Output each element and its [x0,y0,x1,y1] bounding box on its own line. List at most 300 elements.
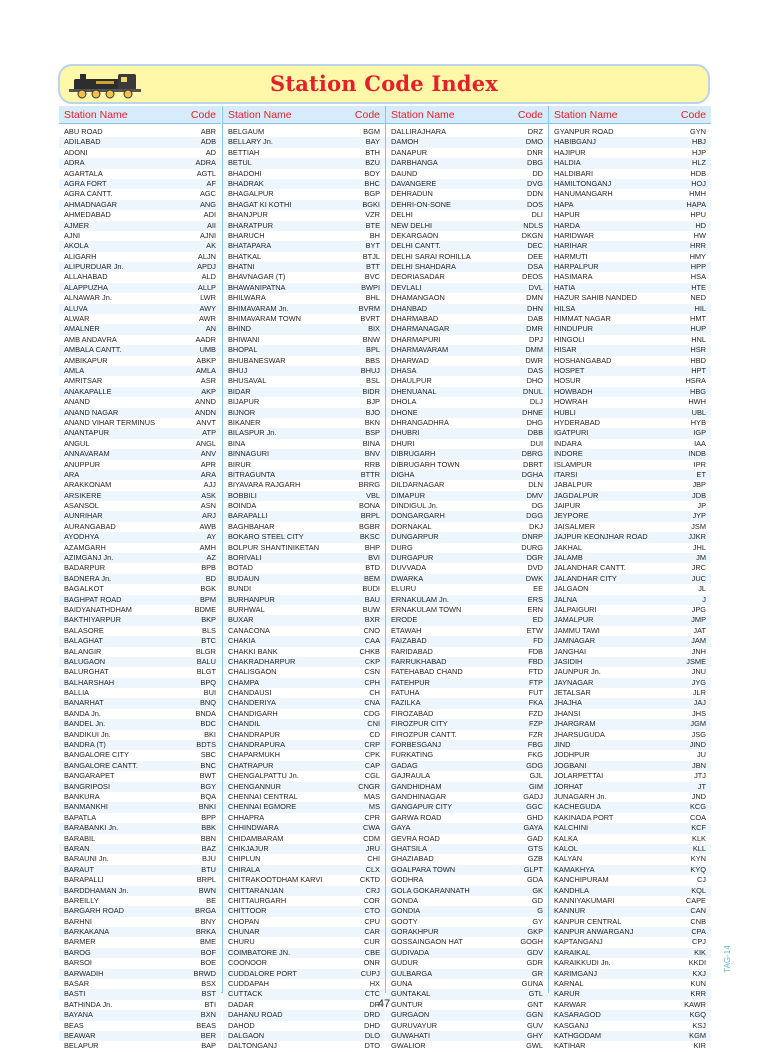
station-code: BYT [365,241,380,251]
station-name: BOKARO STEEL CITY [228,532,304,542]
table-row [386,272,548,282]
station-code: JBP [692,480,706,490]
table-row [223,543,385,553]
station-name: JAGDALPUR [554,490,599,500]
table-row [59,875,221,885]
station-name: FIROZPUR CANTT. [391,729,457,739]
station-name: KAKINADA PORT [554,812,614,822]
station-name: BANDIKUI Jn. [64,729,111,739]
station-code: DUI [530,438,543,448]
station-name: FATUHA [391,688,420,698]
table-row [549,854,711,864]
station-name: GUNA [391,979,413,989]
station-name: FARRUKHABAD [391,656,447,666]
table-row [59,813,221,823]
table-row [59,823,221,833]
station-code: DR [369,999,380,1009]
station-code: BJO [365,407,380,417]
station-code: GJL [529,771,543,781]
station-code: NED [690,293,706,303]
station-code: DGG [526,511,543,521]
station-name: DHASA [391,365,417,375]
station-name: BHUBANESWAR [228,355,286,365]
station-code: DMV [526,490,543,500]
station-name: BHADRAK [228,178,264,188]
station-code: HSA [690,272,706,282]
station-name: FATEHABAD CHAND [391,667,463,677]
station-code: BGBR [359,521,380,531]
station-name: BATHINDA Jn. [64,999,113,1009]
station-code: CWA [363,823,380,833]
table-row [549,293,711,303]
station-name: BHAVNAGAR (T) [228,272,286,282]
table-row [59,605,221,615]
table-row [223,595,385,605]
table-row [59,439,221,449]
station-code: BJU [202,854,216,864]
table-row [549,397,711,407]
station-code: GLPT [523,864,543,874]
table-row [549,283,711,293]
table-row [59,782,221,792]
table-row [386,626,548,636]
station-code: HMY [689,251,706,261]
table-row [59,792,221,802]
station-name: BHIMAVARAM Jn. [228,303,289,313]
table-row [223,231,385,241]
station-name: BEAS [64,1020,84,1030]
station-name: GEVRA ROAD [391,833,440,843]
station-name: CHOPAN [228,916,260,926]
station-code: BGM [363,127,380,136]
station-name: GUNTUR [391,999,423,1009]
station-name: ERNAKULAM Jn. [391,594,449,604]
station-name: HASIMARA [554,272,593,282]
table-row [386,324,548,334]
station-name: DHARWAD [391,355,429,365]
station-name: DHRANGADHRA [391,417,449,427]
station-code: ALJN [197,251,216,261]
station-code: BNQ [199,698,216,708]
table-row [223,428,385,438]
station-name: BUNDI [228,584,251,594]
table-row [223,179,385,189]
station-code: FZP [529,719,543,729]
station-name: CHITRAKOOTDHAM KARVI [228,875,323,885]
station-code: BAU [364,594,380,604]
station-code: KIK [694,947,706,957]
table-row [549,553,711,563]
table-row [59,221,221,231]
table-row [386,688,548,698]
station-code: CTO [364,906,380,916]
station-name: HANUMANGARH [554,189,613,199]
station-code: CNGR [358,781,380,791]
station-name: CUTTACK [228,989,263,999]
table-row [223,470,385,480]
table-row [549,647,711,657]
station-name-header: Station Name [391,109,455,121]
table-row [223,241,385,251]
table-row [549,1021,711,1031]
station-code: HW [693,230,706,240]
table-row [549,782,711,792]
station-name: DEORIASADAR [391,272,445,282]
table-row [549,335,711,345]
station-code: ANND [195,397,216,407]
station-name: GHATSILA [391,843,428,853]
table-row [223,262,385,272]
table-row [549,532,711,542]
station-name: BARAPALLI [64,875,104,885]
station-name: BARAN [64,843,90,853]
table-row [386,823,548,833]
table-row [59,730,221,740]
table-row [223,553,385,563]
station-code: BRRG [358,480,380,490]
station-code: JND [691,792,706,801]
station-code: JU [696,750,706,760]
station-code: ETW [526,625,543,635]
station-code: DAS [527,365,543,375]
station-name: ANAND VIHAR TERMINUS [64,417,156,427]
station-code: DDN [526,189,543,199]
station-code: ANV [200,449,216,459]
station-name: ELURU [391,584,417,594]
station-name: GANDHIDHAM [391,781,442,791]
station-code: KYN [690,854,706,864]
station-code: BST [201,989,216,999]
table-row [549,865,711,875]
station-code: BRWD [193,968,216,978]
station-code: BHL [365,293,380,303]
station-code: HX [369,979,380,989]
station-name: ANAKAPALLE [64,386,112,396]
station-name: AJMER [64,220,90,230]
table-row [223,418,385,428]
table-row [386,844,548,854]
table-row [59,553,221,563]
table-row [59,449,221,459]
station-code: BTU [201,864,216,874]
station-code: BKP [201,615,216,625]
station-code: HIL [694,303,706,313]
table-row [59,896,221,906]
station-name: DWARKA [391,573,424,583]
station-code: ARJ [202,511,216,521]
station-name: ITARSI [554,469,578,479]
table-row [549,408,711,418]
table-row [386,345,548,355]
station-code: JHL [692,542,706,552]
station-code: DNRP [522,532,543,542]
station-name: BHAGAT KI KOTHI [228,199,292,209]
station-name: GONDA [391,895,419,905]
table-row [386,314,548,324]
station-name: BEAWAR [64,1030,96,1040]
station-name: HOSHANGABAD [554,355,612,365]
table-row [549,584,711,594]
station-name: FAZILKA [391,698,421,708]
table-row [223,813,385,823]
table-row [386,1031,548,1041]
station-name: ALLAHABAD [64,272,108,282]
station-code: BAY [365,137,380,147]
table-row [223,667,385,677]
station-name: NEW DELHI [391,220,433,230]
table-row [223,958,385,968]
station-code: APR [200,459,216,469]
station-name: HOSPET [554,365,585,375]
station-name: BOLPUR SHANTINIKETAN [228,542,320,552]
station-code: AY [206,532,216,542]
table-row [59,834,221,844]
table-row [549,906,711,916]
station-code: ET [696,469,706,479]
table-row [59,335,221,345]
station-name: BUDAUN [228,573,260,583]
station-name: BAGALKOT [64,584,104,594]
table-row [549,574,711,584]
station-name: BETUL [228,158,252,168]
table-row [223,719,385,729]
station-name: BHATNI [228,262,255,272]
station-code: KGM [689,1030,706,1040]
station-name: HINGOLI [554,334,585,344]
station-name: BUXAR [228,615,254,625]
station-code: HD [695,220,706,230]
station-code: MAS [363,792,380,801]
table-row [549,688,711,698]
station-code: BOF [200,947,216,957]
station-code: JTJ [694,771,706,781]
station-code: HPT [691,365,706,375]
table-row [223,782,385,792]
table-row [223,408,385,418]
station-name: BARAUNI Jn. [64,854,109,864]
table-row [386,584,548,594]
table-row [59,615,221,625]
station-name: BARHNI [64,916,92,926]
table-row [223,189,385,199]
table-row [223,1041,385,1051]
station-name: BHUJ [228,365,248,375]
station-name: GARWA ROAD [391,812,442,822]
station-code: DRZ [527,127,543,136]
table-row [386,927,548,937]
table-row [386,470,548,480]
table-row [223,823,385,833]
station-code: BPB [201,563,216,573]
table-row [386,366,548,376]
station-name: DADAR [228,999,254,1009]
table-row [549,761,711,771]
table-row [386,408,548,418]
station-name: FURKATING [391,750,434,760]
station-name: JOLARPETTAI [554,771,604,781]
station-code: BRPL [360,511,380,521]
station-code: KCG [689,802,706,812]
station-code: BE [206,895,216,905]
station-code: BVRT [360,314,380,324]
table-row [549,792,711,802]
station-name: CUDDAPAH [228,979,269,989]
station-name: BELLARY Jn. [228,137,273,147]
station-name: JAMMU TAWI [554,625,600,635]
station-name: DURGAPUR [391,553,434,563]
station-code: AK [206,241,216,251]
station-code: CPA [691,927,706,937]
station-name: BAGHBAHAR [228,521,275,531]
station-code: FDB [528,646,543,656]
station-name: DARBHANGA [391,158,438,168]
station-name: BIYAVARA RAJGARH [228,480,301,490]
table-row [386,221,548,231]
table-row [59,844,221,854]
table-row [59,771,221,781]
station-name: JANGHAI [554,646,587,656]
table-row [549,740,711,750]
station-code: BSX [201,979,216,989]
table-row [386,158,548,168]
station-name: KARAIKKUDI Jn. [554,958,611,968]
station-code: JYP [692,511,706,521]
table-row [549,200,711,210]
table-row [223,834,385,844]
station-code: CD [369,729,380,739]
table-row [59,969,221,979]
station-name: AGRA CANTT. [64,189,113,199]
table-row [549,210,711,220]
station-code: JNU [691,667,706,677]
table-row [59,906,221,916]
station-name: FAIZABAD [391,636,427,646]
station-code: HPU [690,210,706,220]
table-row [386,969,548,979]
station-name: ALNAWAR Jn. [64,293,112,303]
table-row [223,158,385,168]
station-name: ADRA [64,158,85,168]
table-row [386,948,548,958]
station-code: DKJ [529,521,543,531]
station-name: DHARMAPURI [391,334,441,344]
station-name: DALTONGANJ [228,1041,278,1051]
station-name: AMRITSAR [64,376,103,386]
station-name: GUWAHATI [391,1030,431,1040]
table-row [59,1010,221,1020]
station-code: CNO [363,625,380,635]
station-code: BKN [364,417,380,427]
table-row [549,927,711,937]
table-row [223,709,385,719]
station-name: KATHGODAM [554,1030,602,1040]
table-row [549,678,711,688]
station-code: GUNA [521,979,543,989]
station-name: CHENNAI EGMORE [228,802,297,812]
column-header [223,106,385,124]
table-row [386,532,548,542]
station-code: SBC [200,750,216,760]
station-code: FTP [529,677,543,687]
station-name: AMBALA CANTT. [64,345,122,355]
station-name: DILDARNAGAR [391,480,445,490]
table-row [223,886,385,896]
station-name: DAHOD [228,1020,255,1030]
table-row [223,169,385,179]
station-name: JHANSI [554,708,581,718]
table-row [59,262,221,272]
station-code: BUW [362,604,380,614]
table-row [386,563,548,573]
station-name: AUNRIHAR [64,511,103,521]
table-row [549,709,711,719]
station-code: KRR [690,989,706,999]
station-code: CH [369,688,380,698]
station-code: BBK [201,823,216,833]
table-row [223,293,385,303]
table-row [549,366,711,376]
station-name: HAPA [554,199,574,209]
station-code: BDC [200,719,216,729]
station-code: AWB [199,521,216,531]
station-code: KIR [693,1041,706,1051]
table-row [223,750,385,760]
table-row [223,511,385,521]
table-row [59,584,221,594]
station-code: DMN [526,293,543,303]
station-name: CHITTAURGARH [228,895,287,905]
table-row [223,802,385,812]
table-row [223,356,385,366]
station-name: BANARHAT [64,698,104,708]
station-name: DEHRI-ON-SONE [391,199,451,209]
station-code: BSL [366,376,380,386]
station-code: AF [206,178,216,188]
station-code: DSA [527,262,543,272]
station-name: DHUBRI [391,428,420,438]
station-name: ARAKKONAM [64,480,112,490]
title-banner [58,64,710,104]
station-name: KARUR [554,989,580,999]
table-row [59,480,221,490]
station-code: HUP [690,324,706,334]
station-name: GUDIVADA [391,947,430,957]
station-name: AKOLA [64,241,89,251]
table-row [386,719,548,729]
station-name: BANGRIPOSI [64,781,110,791]
station-code: GOGH [520,937,543,947]
station-code: ADRA [195,158,216,168]
station-code: RRB [364,459,380,469]
table-row [549,823,711,833]
station-name: GOLA GOKARANNATH [391,885,470,895]
station-code: BGP [364,189,380,199]
table-row [549,418,711,428]
page-title: Station Code Index [269,71,499,96]
station-code: JRU [365,843,380,853]
station-name: BOINDA [228,501,257,511]
station-name: BIJAPUR [228,397,260,407]
station-name: HINDUPUR [554,324,594,334]
table-row [386,449,548,459]
station-name: JOGBANI [554,760,587,770]
station-name: DHARMANAGAR [391,324,450,334]
station-code: BZU [365,158,380,168]
table-row [59,522,221,532]
station-name: FATEHPUR [391,677,430,687]
station-name: BANDRA (T) [64,740,106,750]
station-name: BANDEL Jn. [64,719,106,729]
